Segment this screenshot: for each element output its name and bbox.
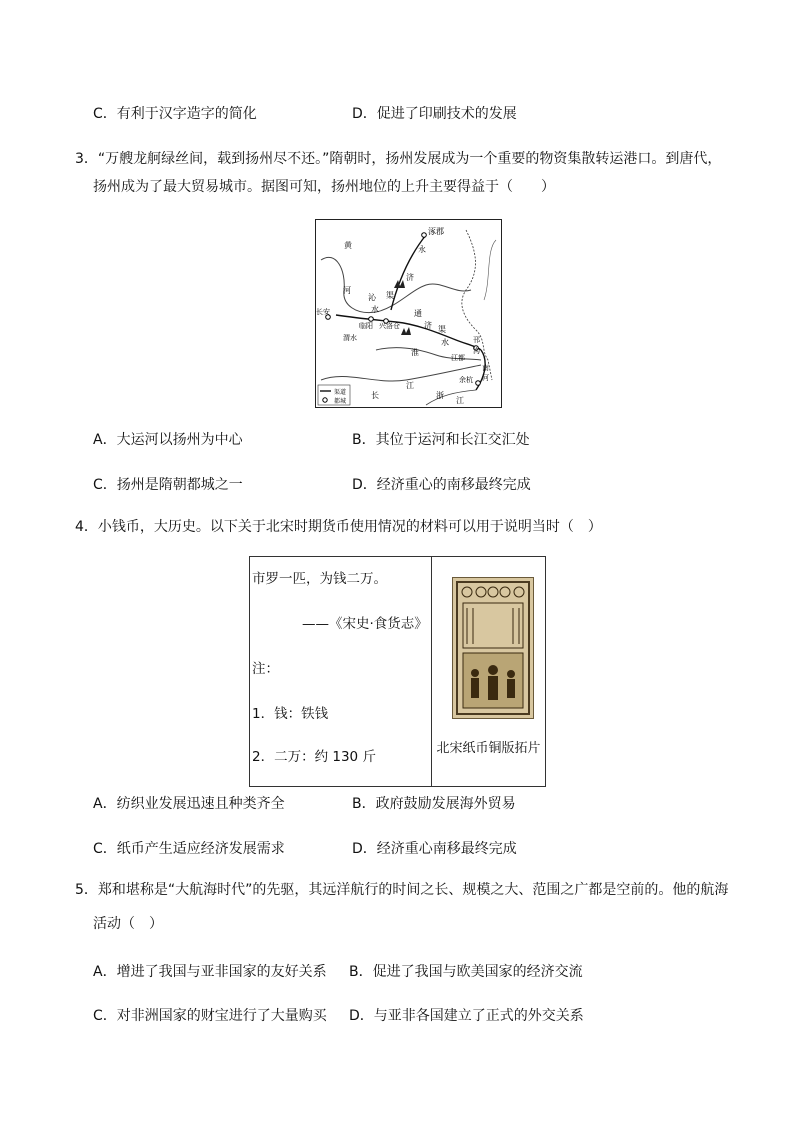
q3-option-d: D．经济重心的南移最终完成	[352, 477, 531, 493]
grand-canal-map	[315, 219, 502, 408]
label-jiangdu: 江都	[451, 354, 465, 362]
label-qu: 渠	[386, 291, 394, 300]
label-jiang: 江	[406, 381, 414, 390]
label-han: 邗	[473, 336, 480, 344]
q4-stem: 4．小钱币，大历史。以下关于北宋时期货币使用情况的材料可以用于说明当时（ ）	[75, 519, 602, 535]
q4-quote: 市罗一匹，为钱二万。	[252, 571, 387, 587]
legend-canal: 渠道	[334, 389, 347, 396]
q4-material-table	[249, 556, 546, 787]
q5-option-a: A．增进了我国与亚非国家的友好关系	[93, 964, 327, 980]
label-shui2: 水	[441, 338, 449, 347]
label-ji: 济	[406, 273, 414, 282]
label-qin: 沁	[368, 293, 376, 302]
q4-source: ——《宋史·食货志》	[302, 616, 428, 632]
label-he2: 河	[482, 374, 489, 382]
q4-note-1: 1．钱：铁钱	[252, 706, 329, 722]
q3-stem-line1: 3．“万艘龙舸绿丝间，载到扬州尽不还。”隋朝时，扬州发展成为一个重要的物资集散转运港口。到唐代，	[75, 151, 722, 167]
label-shui: 水	[371, 305, 379, 314]
q5-option-c: C．对非洲国家的财宝进行了大量购买	[93, 1008, 327, 1024]
q4-image-cell	[432, 557, 545, 786]
label-yuhang: 余杭	[459, 376, 473, 384]
q4-option-c: C．纸币产生适应经济发展需求	[93, 841, 285, 857]
q4-note-2: 2．二万：约 130 斤	[252, 749, 376, 765]
q4-option-b: B．政府鼓励发展海外贸易	[352, 796, 516, 812]
label-ji-canal: 济	[424, 321, 432, 330]
q5-option-d: D．与亚非各国建立了正式的外交关系	[349, 1008, 584, 1024]
q3-stem-line2: 扬州成为了最大贸易城市。据图可知，扬州地位的上升主要得益于（ ）	[93, 179, 555, 195]
label-zhuojun: 涿郡	[428, 227, 444, 236]
label-huai: 淮	[411, 348, 419, 357]
q5-option-b: B．促进了我国与欧美国家的经济交流	[349, 964, 583, 980]
label-xingluo: 兴洛仓	[379, 322, 400, 330]
q2-option-d: D．促进了印刷技术的发展	[352, 106, 517, 122]
q5-stem-line2: 活动（ ）	[93, 916, 163, 932]
label-tong: 通	[414, 309, 422, 318]
label-zhe: 浙	[436, 391, 444, 400]
label-jiang2: 江	[456, 396, 464, 405]
q3-option-c: C．扬州是隋朝都城之一	[93, 477, 243, 493]
q4-note-label: 注：	[252, 661, 279, 677]
legend-capital: 都城	[334, 398, 347, 405]
banknote-rubbing-image	[452, 577, 534, 719]
label-qu2: 渠	[438, 325, 446, 334]
label-changan: 长安	[316, 308, 330, 316]
label-chang: 长	[371, 391, 379, 400]
q3-option-a: A．大运河以扬州为中心	[93, 432, 243, 448]
q4-option-a: A．纺织业发展迅速且种类齐全	[93, 796, 285, 812]
label-huang: 黄	[344, 241, 352, 250]
label-gou: 沟	[473, 347, 480, 355]
q2-option-c: C．有利于汉字造字的简化	[93, 106, 257, 122]
label-weishui: 渭水	[343, 334, 357, 342]
label-luoyang: 临阳	[359, 322, 373, 330]
label-nan: 南	[482, 364, 489, 372]
label-he: 河	[343, 286, 351, 295]
grand-canal-map-svg	[316, 220, 501, 407]
q4-image-caption: 北宋纸币铜版拓片	[436, 741, 541, 756]
q4-text-cell	[250, 557, 432, 786]
q4-option-d: D．经济重心南移最终完成	[352, 841, 517, 857]
q5-stem-line1: 5．郑和堪称是“大航海时代”的先驱，其远洋航行的时间之长、规模之大、范围之广都是空前的。他的航海	[75, 882, 729, 898]
label-yong: 永	[418, 245, 426, 254]
q3-option-b: B．其位于运河和长江交汇处	[352, 432, 530, 448]
